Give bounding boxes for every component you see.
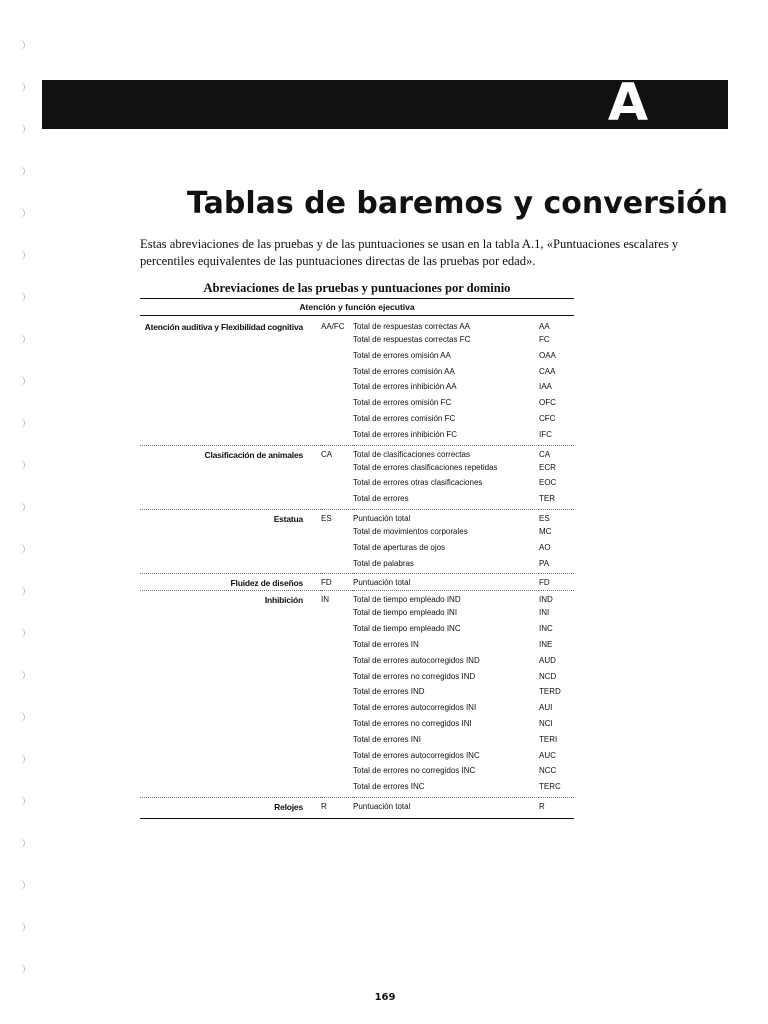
table-row — [140, 591, 574, 608]
binding-mark — [14, 880, 25, 890]
test-code — [321, 477, 353, 493]
binding-mark — [14, 124, 25, 134]
table-row — [140, 350, 574, 366]
table-row — [140, 526, 574, 542]
score-abbreviation: MC — [539, 526, 552, 536]
page-title: Tablas de baremos y conversión — [187, 186, 728, 221]
binding-mark — [14, 208, 25, 218]
test-name: Clasificación de animales — [140, 445, 321, 462]
score-description: Total de tiempo empleado INI — [353, 608, 458, 618]
table-row — [140, 623, 574, 639]
score-description: Total de respuestas correctas AA — [353, 322, 470, 331]
score-description: Total de movimientos corporales — [353, 526, 468, 536]
score-description: Total de errores comisión FC — [353, 413, 456, 423]
score-description: Total de respuestas correctas FC — [353, 335, 471, 344]
test-name — [140, 671, 321, 687]
score-description: Total de clasificaciones correctas — [353, 445, 539, 462]
score-description: Total de errores no corregidos INI — [353, 718, 472, 728]
score-abbreviation: INC — [539, 624, 553, 634]
test-code: IN — [321, 591, 353, 608]
test-code: CA — [321, 445, 353, 462]
score-abbreviation: AO — [539, 542, 551, 552]
test-name — [140, 765, 321, 781]
table-row — [140, 702, 574, 718]
test-code — [321, 607, 353, 623]
table-row — [140, 750, 574, 766]
score-description: Total de errores clasificaciones repetidas — [353, 462, 498, 472]
test-code — [321, 413, 353, 429]
score-abbreviation: ECR — [539, 462, 556, 472]
test-name — [140, 702, 321, 718]
score-description: Total de errores no corregidos IND — [353, 671, 476, 681]
binding-mark — [14, 670, 25, 680]
test-name — [140, 718, 321, 734]
intro-paragraph: Estas abreviaciones de las pruebas y de las puntuaciones se usan en la tabla A.1, «Puntuaciones escalares y percentiles equivalentes de las puntuaciones directas de las pruebas por edad». — [140, 237, 679, 268]
score-abbreviation: AUD — [539, 655, 556, 665]
test-name — [140, 429, 321, 445]
test-name — [140, 413, 321, 429]
score-abbreviation: TERI — [539, 734, 558, 744]
score-description: Puntuación total — [353, 574, 539, 591]
score-abbreviation: AUC — [539, 750, 556, 760]
score-description: Total de errores autocorregidos INC — [353, 750, 480, 760]
table-row — [140, 671, 574, 687]
test-code: R — [321, 797, 353, 818]
test-code — [321, 750, 353, 766]
score-description: Total de errores autocorregidos INI — [353, 703, 477, 713]
table-row — [140, 509, 574, 526]
test-name — [140, 477, 321, 493]
table-row — [140, 607, 574, 623]
score-description: Total de aperturas de ojos — [353, 542, 446, 552]
score-abbreviation: NCD — [539, 671, 557, 681]
score-description: Total de palabras — [353, 558, 414, 568]
abbreviations-table — [140, 298, 574, 819]
score-abbreviation: NCC — [539, 766, 557, 776]
table-row — [140, 381, 574, 397]
binding-mark — [14, 754, 25, 764]
table-row — [140, 686, 574, 702]
binding-mark — [14, 838, 25, 848]
score-description: Total de errores inhibición AA — [353, 382, 457, 392]
binding-mark — [14, 292, 25, 302]
test-code: FD — [321, 574, 353, 591]
binding-mark — [14, 586, 25, 596]
score-description: Puntuación total — [353, 509, 539, 526]
score-abbreviation: IND — [539, 591, 574, 608]
test-name: Atención auditiva y Flexibilidad cognitiva — [144, 322, 303, 332]
binding-mark — [14, 250, 25, 260]
test-code — [321, 702, 353, 718]
table-row — [140, 413, 574, 429]
test-name — [140, 526, 321, 542]
table-row — [140, 397, 574, 413]
score-abbreviation: INE — [539, 639, 553, 649]
score-abbreviation: OFC — [539, 398, 556, 408]
binding-mark — [14, 796, 25, 806]
binding-mark — [14, 502, 25, 512]
score-abbreviation: CAA — [539, 366, 556, 376]
table-row — [140, 316, 574, 335]
test-code — [321, 366, 353, 382]
test-name — [140, 639, 321, 655]
table-body — [140, 316, 574, 819]
binding-mark — [14, 712, 25, 722]
score-description: Total de errores comisión AA — [353, 366, 455, 376]
test-name — [140, 397, 321, 413]
test-code — [321, 429, 353, 445]
binding-mark — [14, 376, 25, 386]
score-abbreviation: TERD — [539, 687, 561, 697]
test-name — [140, 462, 321, 478]
binding-edge — [0, 0, 40, 1024]
binding-mark — [14, 628, 25, 638]
test-code — [321, 397, 353, 413]
score-abbreviation: CA — [539, 445, 574, 462]
table-row — [140, 558, 574, 574]
test-code — [321, 493, 353, 509]
score-description: Puntuación total — [353, 797, 539, 818]
test-name — [140, 781, 321, 797]
test-code — [321, 526, 353, 542]
score-abbreviation: TER — [539, 494, 555, 504]
test-code — [321, 781, 353, 797]
score-description: Total de errores INI — [353, 734, 422, 744]
test-name: Relojes — [140, 797, 321, 818]
table-row — [140, 366, 574, 382]
test-code — [321, 639, 353, 655]
test-name — [140, 623, 321, 639]
test-name — [140, 381, 321, 397]
test-name — [140, 558, 321, 574]
table-row — [140, 781, 574, 797]
table-row — [140, 765, 574, 781]
score-description: Total de errores INC — [353, 782, 425, 792]
test-name: Estatua — [140, 509, 321, 526]
score-description: Total de errores otras clasificaciones — [353, 478, 483, 488]
test-name — [140, 686, 321, 702]
table-title: Abreviaciones de las pruebas y puntuaciones por dominio — [203, 281, 511, 295]
domain-header: Atención y función ejecutiva — [140, 299, 574, 316]
table-row — [140, 542, 574, 558]
score-abbreviation: TERC — [539, 782, 561, 792]
test-name — [140, 734, 321, 750]
score-abbreviation: CFC — [539, 413, 556, 423]
test-name — [140, 607, 321, 623]
binding-mark — [14, 922, 25, 932]
binding-mark — [14, 964, 25, 974]
table-row — [140, 734, 574, 750]
test-code — [321, 542, 353, 558]
test-code — [321, 671, 353, 687]
table-row — [140, 797, 574, 818]
score-description: Total de errores inhibición FC — [353, 429, 458, 439]
table-row — [140, 718, 574, 734]
test-code — [321, 462, 353, 478]
score-abbreviation: R — [539, 797, 574, 818]
score-description: Total de errores IND — [353, 687, 425, 697]
score-description: Total de errores omisión AA — [353, 350, 451, 360]
score-description: Total de tiempo empleado INC — [353, 624, 461, 634]
test-name: Fluidez de diseños — [140, 574, 321, 591]
score-abbreviation: EOC — [539, 478, 557, 488]
binding-mark — [14, 166, 25, 176]
score-abbreviation: PA — [539, 558, 550, 568]
test-code: AA/FC — [321, 322, 345, 331]
score-description: Total de errores — [353, 494, 409, 504]
test-code: ES — [321, 509, 353, 526]
table-row — [140, 574, 574, 591]
score-abbreviation: FD — [539, 574, 574, 591]
test-code — [321, 718, 353, 734]
score-abbreviation: AUI — [539, 703, 553, 713]
table-row — [140, 429, 574, 445]
test-name — [140, 655, 321, 671]
test-name — [140, 366, 321, 382]
chapter-letter: A — [607, 73, 649, 133]
score-abbreviation: INI — [539, 608, 550, 618]
table-row — [140, 655, 574, 671]
score-abbreviation: FC — [539, 335, 550, 344]
binding-mark — [14, 460, 25, 470]
table-row — [140, 462, 574, 478]
test-name — [140, 350, 321, 366]
test-name — [140, 334, 321, 350]
table-row — [140, 445, 574, 462]
test-name — [140, 493, 321, 509]
score-abbreviation: IFC — [539, 429, 552, 439]
test-code — [321, 334, 353, 350]
binding-mark — [14, 418, 25, 428]
test-name — [140, 750, 321, 766]
table-row — [140, 477, 574, 493]
test-name: Inhibición — [140, 591, 321, 608]
test-code — [321, 765, 353, 781]
score-description: Total de errores no corregidos INC — [353, 766, 476, 776]
test-name — [140, 542, 321, 558]
score-abbreviation: NCI — [539, 718, 553, 728]
test-code — [321, 623, 353, 639]
table-row — [140, 334, 574, 350]
score-abbreviation: OAA — [539, 350, 556, 360]
score-description: Total de tiempo empleado IND — [353, 591, 539, 608]
table-row — [140, 639, 574, 655]
score-description: Total de errores IN — [353, 639, 419, 649]
table-row — [140, 493, 574, 509]
score-description: Total de errores omisión FC — [353, 398, 452, 408]
page-number: 169 — [374, 992, 396, 1003]
test-code — [321, 655, 353, 671]
score-description: Total de errores autocorregidos IND — [353, 655, 480, 665]
binding-mark — [14, 82, 25, 92]
test-code — [321, 686, 353, 702]
score-abbreviation: ES — [539, 509, 574, 526]
test-code — [321, 558, 353, 574]
score-abbreviation: AA — [539, 322, 550, 331]
binding-mark — [14, 544, 25, 554]
binding-mark — [14, 40, 25, 50]
test-code — [321, 350, 353, 366]
test-code — [321, 734, 353, 750]
score-abbreviation: IAA — [539, 382, 552, 392]
test-code — [321, 381, 353, 397]
binding-mark — [14, 334, 25, 344]
